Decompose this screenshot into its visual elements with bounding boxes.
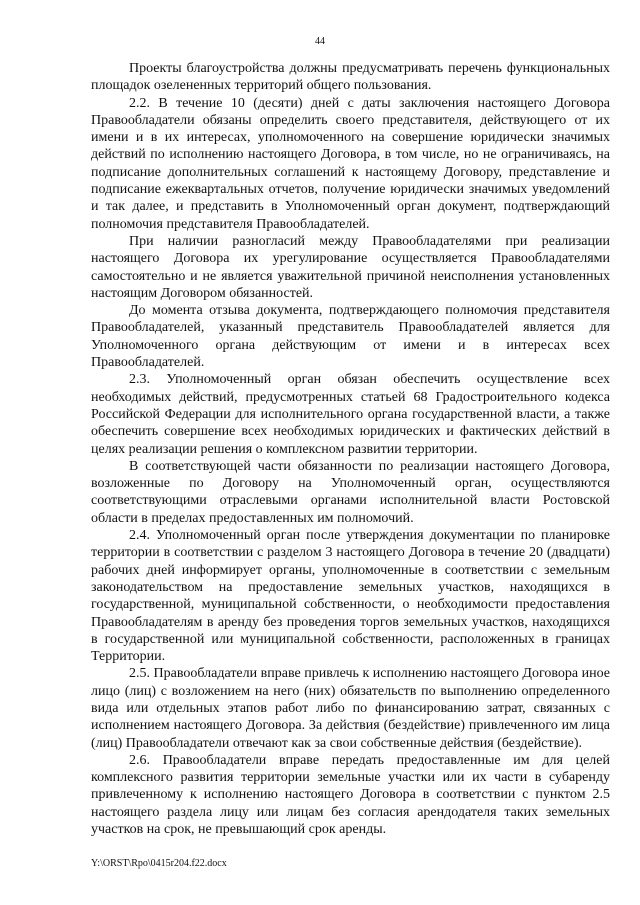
document-body — [91, 60, 610, 838]
page-number: 44 — [315, 36, 325, 47]
paragraph-representative-validity: До момента отзыва документа, подтверждающего полномочия представителя Правообладателей, указанный представитель Правообладателей является для Уполномоченного органа действующим от имени и в интересах всех Правообладателей. — [91, 303, 610, 371]
paragraph-2-3-authorized-body: 2.3. Уполномоченный орган обязан обеспечить осуществление всех необходимых действий, предусмотренных статьей 68 Градостроительного кодекса Российской Федерации для исполнительного органа государственной власти, а также обеспечить совершение всех необходимых юридических и фактических действий в целях реализации решения о комплексном развитии территории. — [91, 372, 610, 457]
paragraph-disagreements: При наличии разногласий между Правообладателями при реализации настоящего Договора их урегулирование осуществляется Правообладателями самостоятельно и не является уважительной причиной неисполнения установленных настоящим Договором обязанностей. — [91, 233, 610, 301]
paragraph-2-5-third-parties: 2.5. Правообладатели вправе привлечь к исполнению настоящего Договора иное лицо (лиц) с возложением на него (них) обязательств по выполнению определенного вида или отдельных этапов работ либо по финансированию затрат, связанных с исполнением настоящего Договора. За действия (бездействие) привлеченного им лица (лиц) Правообладатели отвечают как за свои собственные действия (бездействие). — [91, 666, 610, 751]
paragraph-landscaping-projects: Проекты благоустройства должны предусматривать перечень функциональных площадок озелененных территорий общего пользования. — [91, 61, 610, 94]
paragraph-2-6-sublease: 2.6. Правообладатели вправе передать предоставленные им для целей комплексного развития территории земельные участки или их части в субаренду привлеченному к исполнению настоящего Договора в соответствии с пунктом 2.5 настоящего раздела лицу или лицам без согласия арендодателя таких земельных участков на срок, не превышающий срок аренды. — [91, 752, 610, 838]
paragraph-2-2-representative: 2.2. В течение 10 (десяти) дней с даты заключения настоящего Договора Правообладатели обязаны определить своего представителя, действующего от их имени и в их интересах, уполномоченного на совершение юридически значимых действий по исполнению настоящего Договора, в том числе, но не ограничиваясь, на подписание дополнительных соглашений к настоящему Договору, представление и подписание ежеквартальных отчетов, получение юридически значимых уведомлений и так далее, и представить в Уполномоченный орган документ, подтверждающий полномочия представителя Правообладателей. — [91, 95, 610, 232]
footer-file-path: Y:\ORST\Rpo\0415r204.f22.docx — [91, 858, 227, 869]
paragraph-2-4-informing: 2.4. Уполномоченный орган после утверждения документации по планировке территории в соответствии с разделом 3 настоящего Договора в течение 20 (двадцати) рабочих дней информирует органы, уполномоченные в соответствии с земельным законодательством на предоставление земельных участков, находящихся в государственной, муниципальной собственности, о необходимости предоставления Правообладателям в аренду без проведения торгов земельных участков, находящихся в государственной или муниципальной собственности, расположенных в границах Территории. — [91, 528, 610, 665]
paragraph-sectoral-bodies: В соответствующей части обязанности по реализации настоящего Договора, возложенные по Договору на Уполномоченный орган, осуществляются соответствующими отраслевыми органами исполнительной власти Ростовской области в пределах предоставленных им полномочий. — [91, 458, 610, 526]
